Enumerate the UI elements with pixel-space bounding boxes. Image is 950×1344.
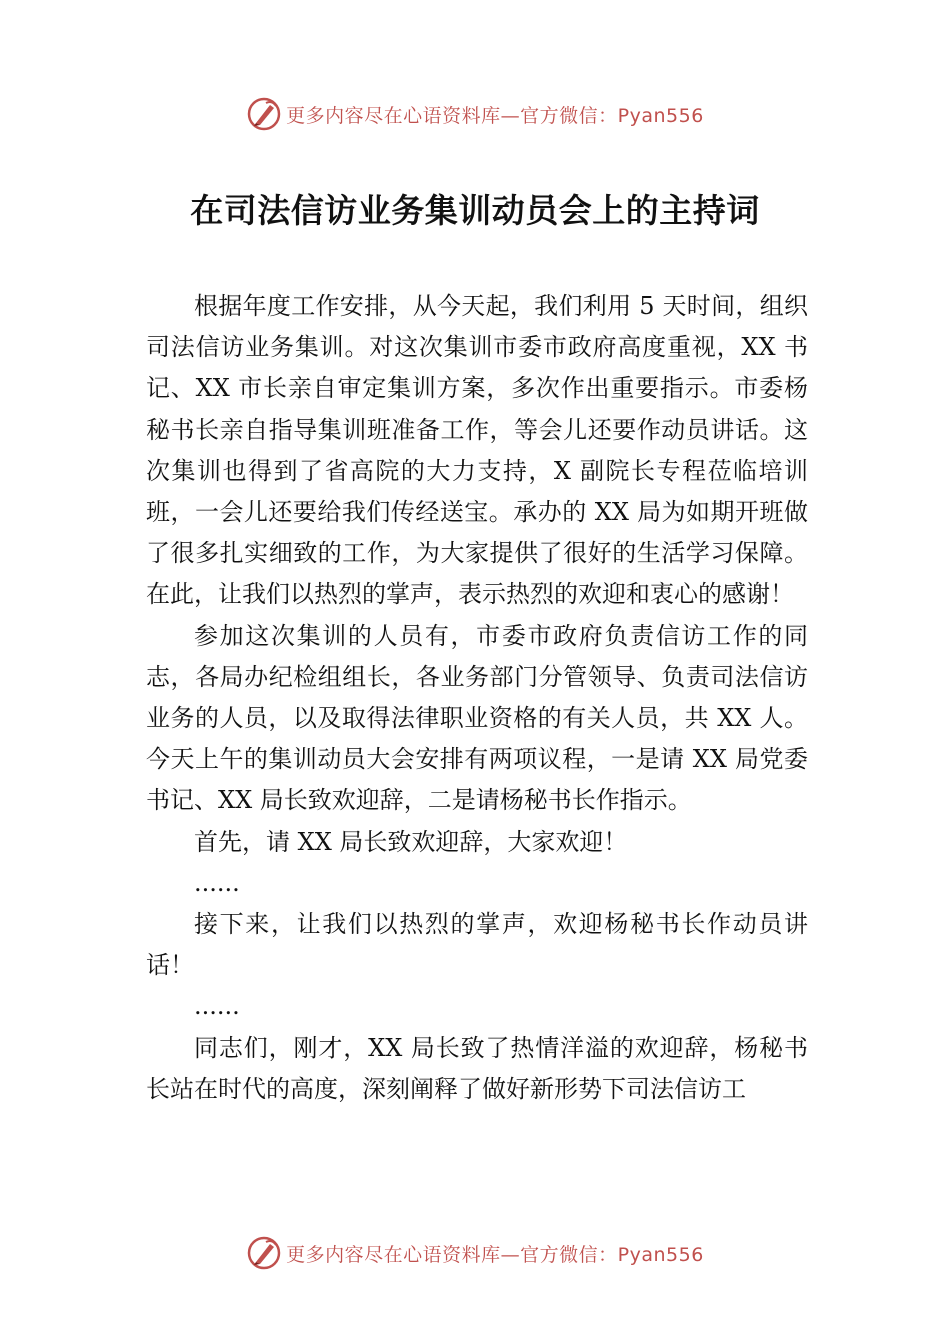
ellipsis-paragraph: ...... bbox=[194, 868, 240, 897]
paragraph: 根据年度工作安排，从今天起，我们利用 5 天时间，组织司法信访业务集训。对这次集训市委市政府高度重视，XX 书记、XX 市长亲自审定集训方案，多次作出重要指示。市委杨秘书长亲自指导集训班准备工作，等会儿还要作动员讲话。这次集训也得到了省高院的大力支持，X 副院长专程莅临培训班，一会儿还要给我们传经送宝。承办的 XX 局为如期开班做了很多扎实细致的工作，为大家提供了很好的生活学习保障。在此，让我们以热烈的掌声，表示热烈的欢迎和衷心的感谢！ bbox=[146, 292, 808, 609]
paragraph: 接下来，让我们以热烈的掌声，欢迎杨秘书长作动员讲话！ bbox=[146, 910, 808, 980]
footer-wechat-id: Pyan556 bbox=[617, 1243, 704, 1266]
header-banner bbox=[0, 94, 950, 134]
paragraph: 首先，请 XX 局长致欢迎辞，大家欢迎！ bbox=[194, 827, 628, 856]
pen-logo-icon bbox=[246, 1235, 282, 1271]
paragraph: 同志们，刚才，XX 局长致了热情洋溢的欢迎辞，杨秘书长站在时代的高度，深刻阐释了做好新形势下司法信访工 bbox=[146, 1033, 808, 1103]
pen-logo-icon bbox=[246, 96, 282, 132]
paragraph: 参加这次集训的人员有，市委市政府负责信访工作的同志，各局办纪检组组长，各业务部门分管领导、负责司法信访业务的人员，以及取得法律职业资格的有关人员，共 XX 人。今天上午的集训动员大会安排有两项议程，一是请 XX 局党委书记、XX 局长致欢迎辞，二是请杨秘书长作指示。 bbox=[146, 621, 808, 815]
document-body bbox=[146, 286, 808, 1110]
footer-banner-text: 更多内容尽在心语资料库—官方微信： bbox=[286, 1243, 618, 1266]
footer-banner bbox=[0, 1233, 950, 1273]
header-banner-text: 更多内容尽在心语资料库—官方微信： bbox=[286, 104, 618, 127]
ellipsis-paragraph: ...... bbox=[194, 992, 240, 1021]
document-title: 在司法信访业务集训动员会上的主持词 bbox=[190, 191, 760, 230]
header-wechat-id: Pyan556 bbox=[617, 104, 704, 127]
